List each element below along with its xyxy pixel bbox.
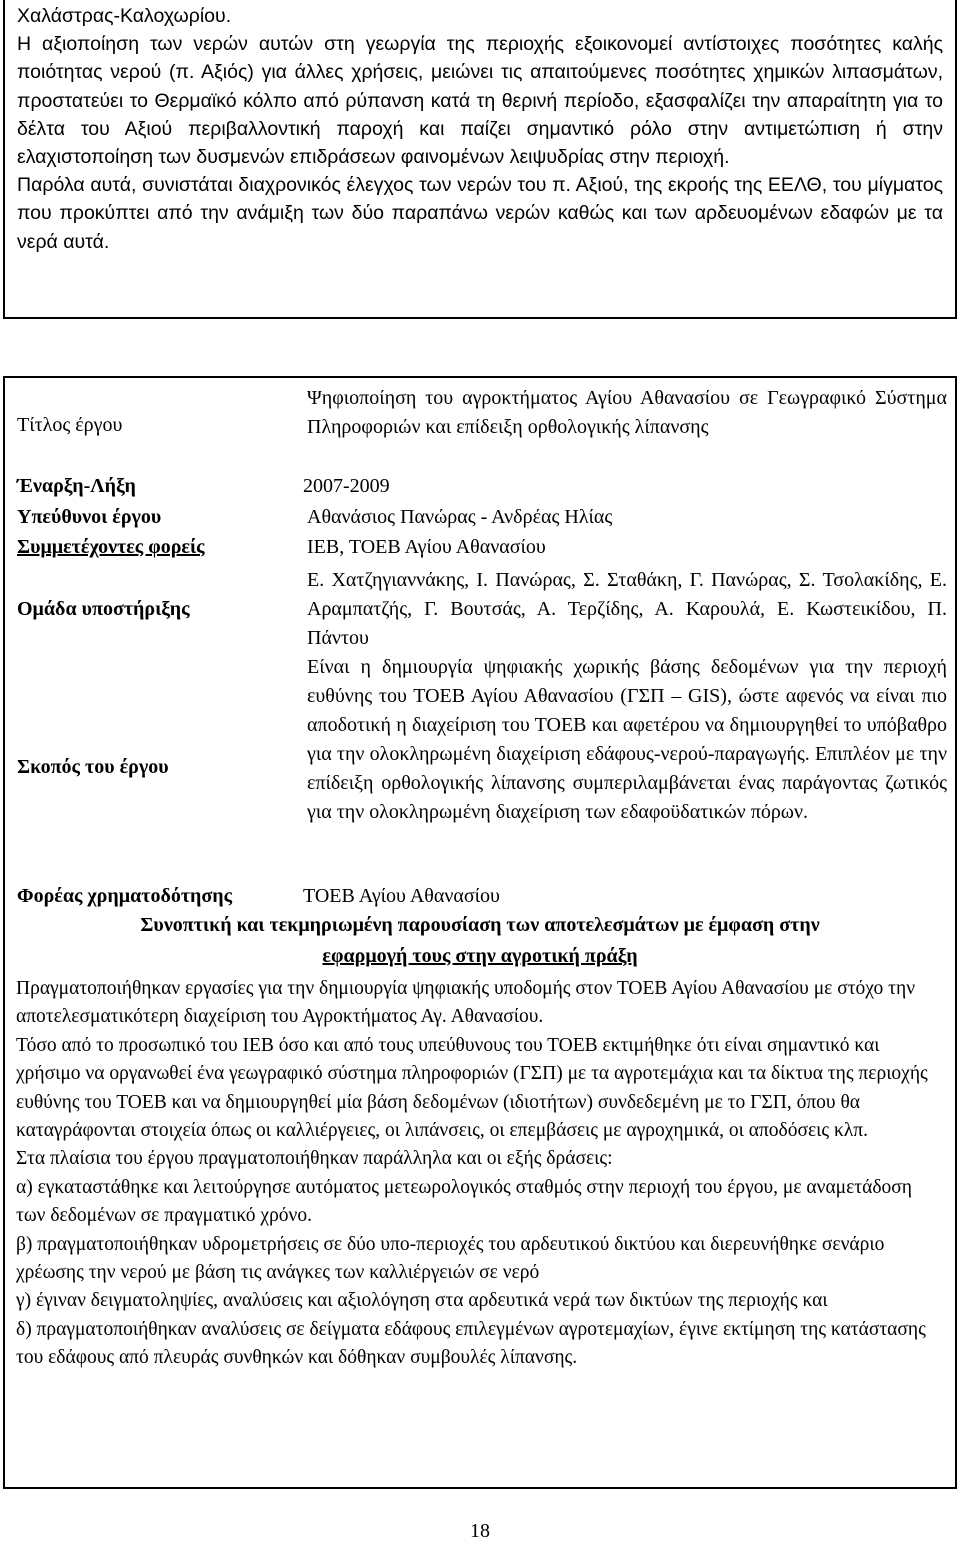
- duration-value: 2007-2009: [303, 475, 390, 497]
- title-label: Τίτλος έργου: [17, 414, 123, 436]
- purpose-row: [5, 653, 955, 883]
- purpose-label: Σκοπός του έργου: [17, 756, 169, 778]
- funding-value: ΤΟΕΒ Αγίου Αθανασίου: [303, 885, 500, 907]
- project-card: [3, 376, 957, 1489]
- top-paragraph-3: Παρόλα αυτά, συνιστάται διαχρονικός έλεγχος των νερών του π. Αξιού, της εκροής της ΕΕΛΘ, του μίγματος που προκύπτει από την ανάμιξη των δύο παραπάνω νερών καθώς και των αρδευομένων εδαφών με τα νερά αυτά.: [17, 174, 943, 253]
- duration-row: [5, 472, 955, 502]
- top-paragraph-2: Η αξιοποίηση των νερών αυτών στη γεωργία της περιοχής εξοικονομεί αντίστοιχες ποσότητες καλής ποιότητας νερού (π. Αξιός) για άλλες χρήσεις, μειώνει τις απαιτούμενες ποσότητες χημικών λιπασμάτων, προστατεύει το Θερμαϊκό κόλπο από ρύπανση κατά τη θερινή περίοδο, εξασφαλίζει την απαραίτητη για το δέλτα του Αξιού περιβαλλοντική παροχή και παίζει σημαντικό ρόλο στην αντιμετώπιση ή στην ελαχιστοποίηση των δυσμενών επιδράσεων φαινομένων λειψυδρίας στην περιοχή.: [17, 33, 943, 169]
- purpose-value: Είναι η δημιουργία ψηφιακής χωρικής βάσης δεδομένων για την περιοχή ευθύνης του ΤΟΕΒ Αγίου Αθανασίου (ΓΣΠ – GIS), ώστε αφενός να είναι πιο αποδοτική η διαχείριση του ΤΟΕΒ και αφετέρου να δημιουργηθεί το υπόβαθρο για την ολοκληρωμένη διαχείριση εδάφους-νερού-παραγωγής. Επιπλέον με την επίδειξη ορθολογικής λίπανσης συμπεριλαμβάνεται ένας παράγοντας ζωτικός για την ολοκληρωμένη διαχείριση των εδαφοϋδατικών πόρων.: [307, 656, 947, 823]
- results-paragraph-2: Τόσο από το προσωπικό του ΙΕΒ όσο και από τους υπεύθυνους του ΤΟΕΒ εκτιμήθηκε ότι είναι σημαντικό και χρήσιμο να οργανωθεί ένα γεωγραφικό σύστημα πληροφοριών (ΓΣΠ) με τα αγροτεμάχια και τα δίκτυα της περιοχής ευθύνης του ΤΟΕΒ και να δημιουργηθεί μία βάση δεδομένων (ιδιοτήτων) συνδεδεμένη με το ΓΣΠ, όπου θα καταγράφονται στοιχεία όπως οι καλλιέργειες, οι λιπάνσεις, οι επεμβάσεις με αγροχημικά, οι αποδόσεις κλπ.: [16, 1034, 928, 1142]
- support-row: [5, 566, 955, 654]
- results-paragraph-3: Στα πλαίσια του έργου πραγματοποιήθηκαν παράλληλα και οι εξής δράσεις:: [16, 1148, 613, 1170]
- results-body: [16, 975, 945, 1373]
- support-label: Ομάδα υποστήριξης: [17, 598, 190, 620]
- results-paragraph-4: α) εγκαταστάθηκε και λειτούργησε αυτόματος μετεωρολογικός σταθμός στην περιοχή του έργου, με αναμετάδοση των δεδομένων σε πραγματικό χρόνο.: [16, 1176, 913, 1227]
- page-number: 18: [470, 1520, 490, 1542]
- results-paragraph-5: β) πραγματοποιήθηκαν υδρομετρήσεις σε δύο υπο-περιοχές του αρδευτικού δικτύου και διερευνήθηκε σενάριο χρέωσης την νερού με βάση τις ανάγκες των καλλιέργειών σε νερό: [16, 1233, 885, 1284]
- results-paragraph-7: δ) πραγματοποιήθηκαν αναλύσεις σε δείγματα εδάφους επιλεγμένων αγροτεμαχίων, έγινε εκτίμηση της κατάστασης του εδάφους από πλευράς συνθηκών και δόθηκαν συμβουλές λίπανσης.: [16, 1318, 926, 1369]
- title-value: Ψηφιοποίηση του αγροκτήματος Αγίου Αθανασίου σε Γεωγραφικό Σύστημα Πληροφοριών και επίδειξη ορθολογικής λίπανσης: [307, 387, 947, 438]
- title-row: [5, 382, 955, 470]
- results-heading: [5, 910, 955, 972]
- top-section-box: [3, 0, 957, 319]
- responsible-label: Υπεύθυνοι έργου: [17, 506, 162, 528]
- responsible-value: Αθανάσιος Πανώρας - Ανδρέας Ηλίας: [307, 506, 613, 528]
- top-paragraph-1: Χαλάστρας-Καλοχωρίου.: [17, 5, 232, 27]
- partners-label: Συμμετέχοντες φορείς: [17, 536, 205, 558]
- partners-row: [5, 533, 955, 563]
- funding-label: Φορέας χρηματοδότησης: [17, 885, 233, 907]
- support-value: Ε. Χατζηγιαννάκης, Ι. Πανώρας, Σ. Σταθάκη, Γ. Πανώρας, Σ. Τσολακίδης, Ε. Αραμπατζής, Γ. Βουτσάς, Α. Τερζίδης, Α. Καρουλά, Ε. Κωστεικίδου, Π. Πάντου: [307, 569, 947, 649]
- funding-row: [5, 882, 955, 912]
- results-paragraph-6: γ) έγιναν δειγματοληψίες, αναλύσεις και αξιολόγηση στα αρδευτικά νερά των δικτύων της περιοχής και: [16, 1290, 828, 1312]
- results-paragraph-1: Πραγματοποιήθηκαν εργασίες για την δημιουργία ψηφιακής υποδομής στον ΤΟΕΒ Αγίου Αθανασίου με στόχο την αποτελεσματικότερη διαχείριση του Αγροκτήματος Αγ. Αθανασίου.: [16, 978, 916, 1028]
- results-heading-line-2: εφαρμογή τους στην αγροτική πράξη: [322, 945, 638, 967]
- responsible-row: [5, 503, 955, 533]
- results-heading-line-1: Συνοπτική και τεκμηριωμένη παρουσίαση των αποτελεσμάτων με έμφαση στην: [140, 914, 820, 936]
- duration-label: Έναρξη-Λήξη: [17, 475, 136, 497]
- partners-value: ΙΕΒ, ΤΟΕΒ Αγίου Αθανασίου: [307, 536, 546, 558]
